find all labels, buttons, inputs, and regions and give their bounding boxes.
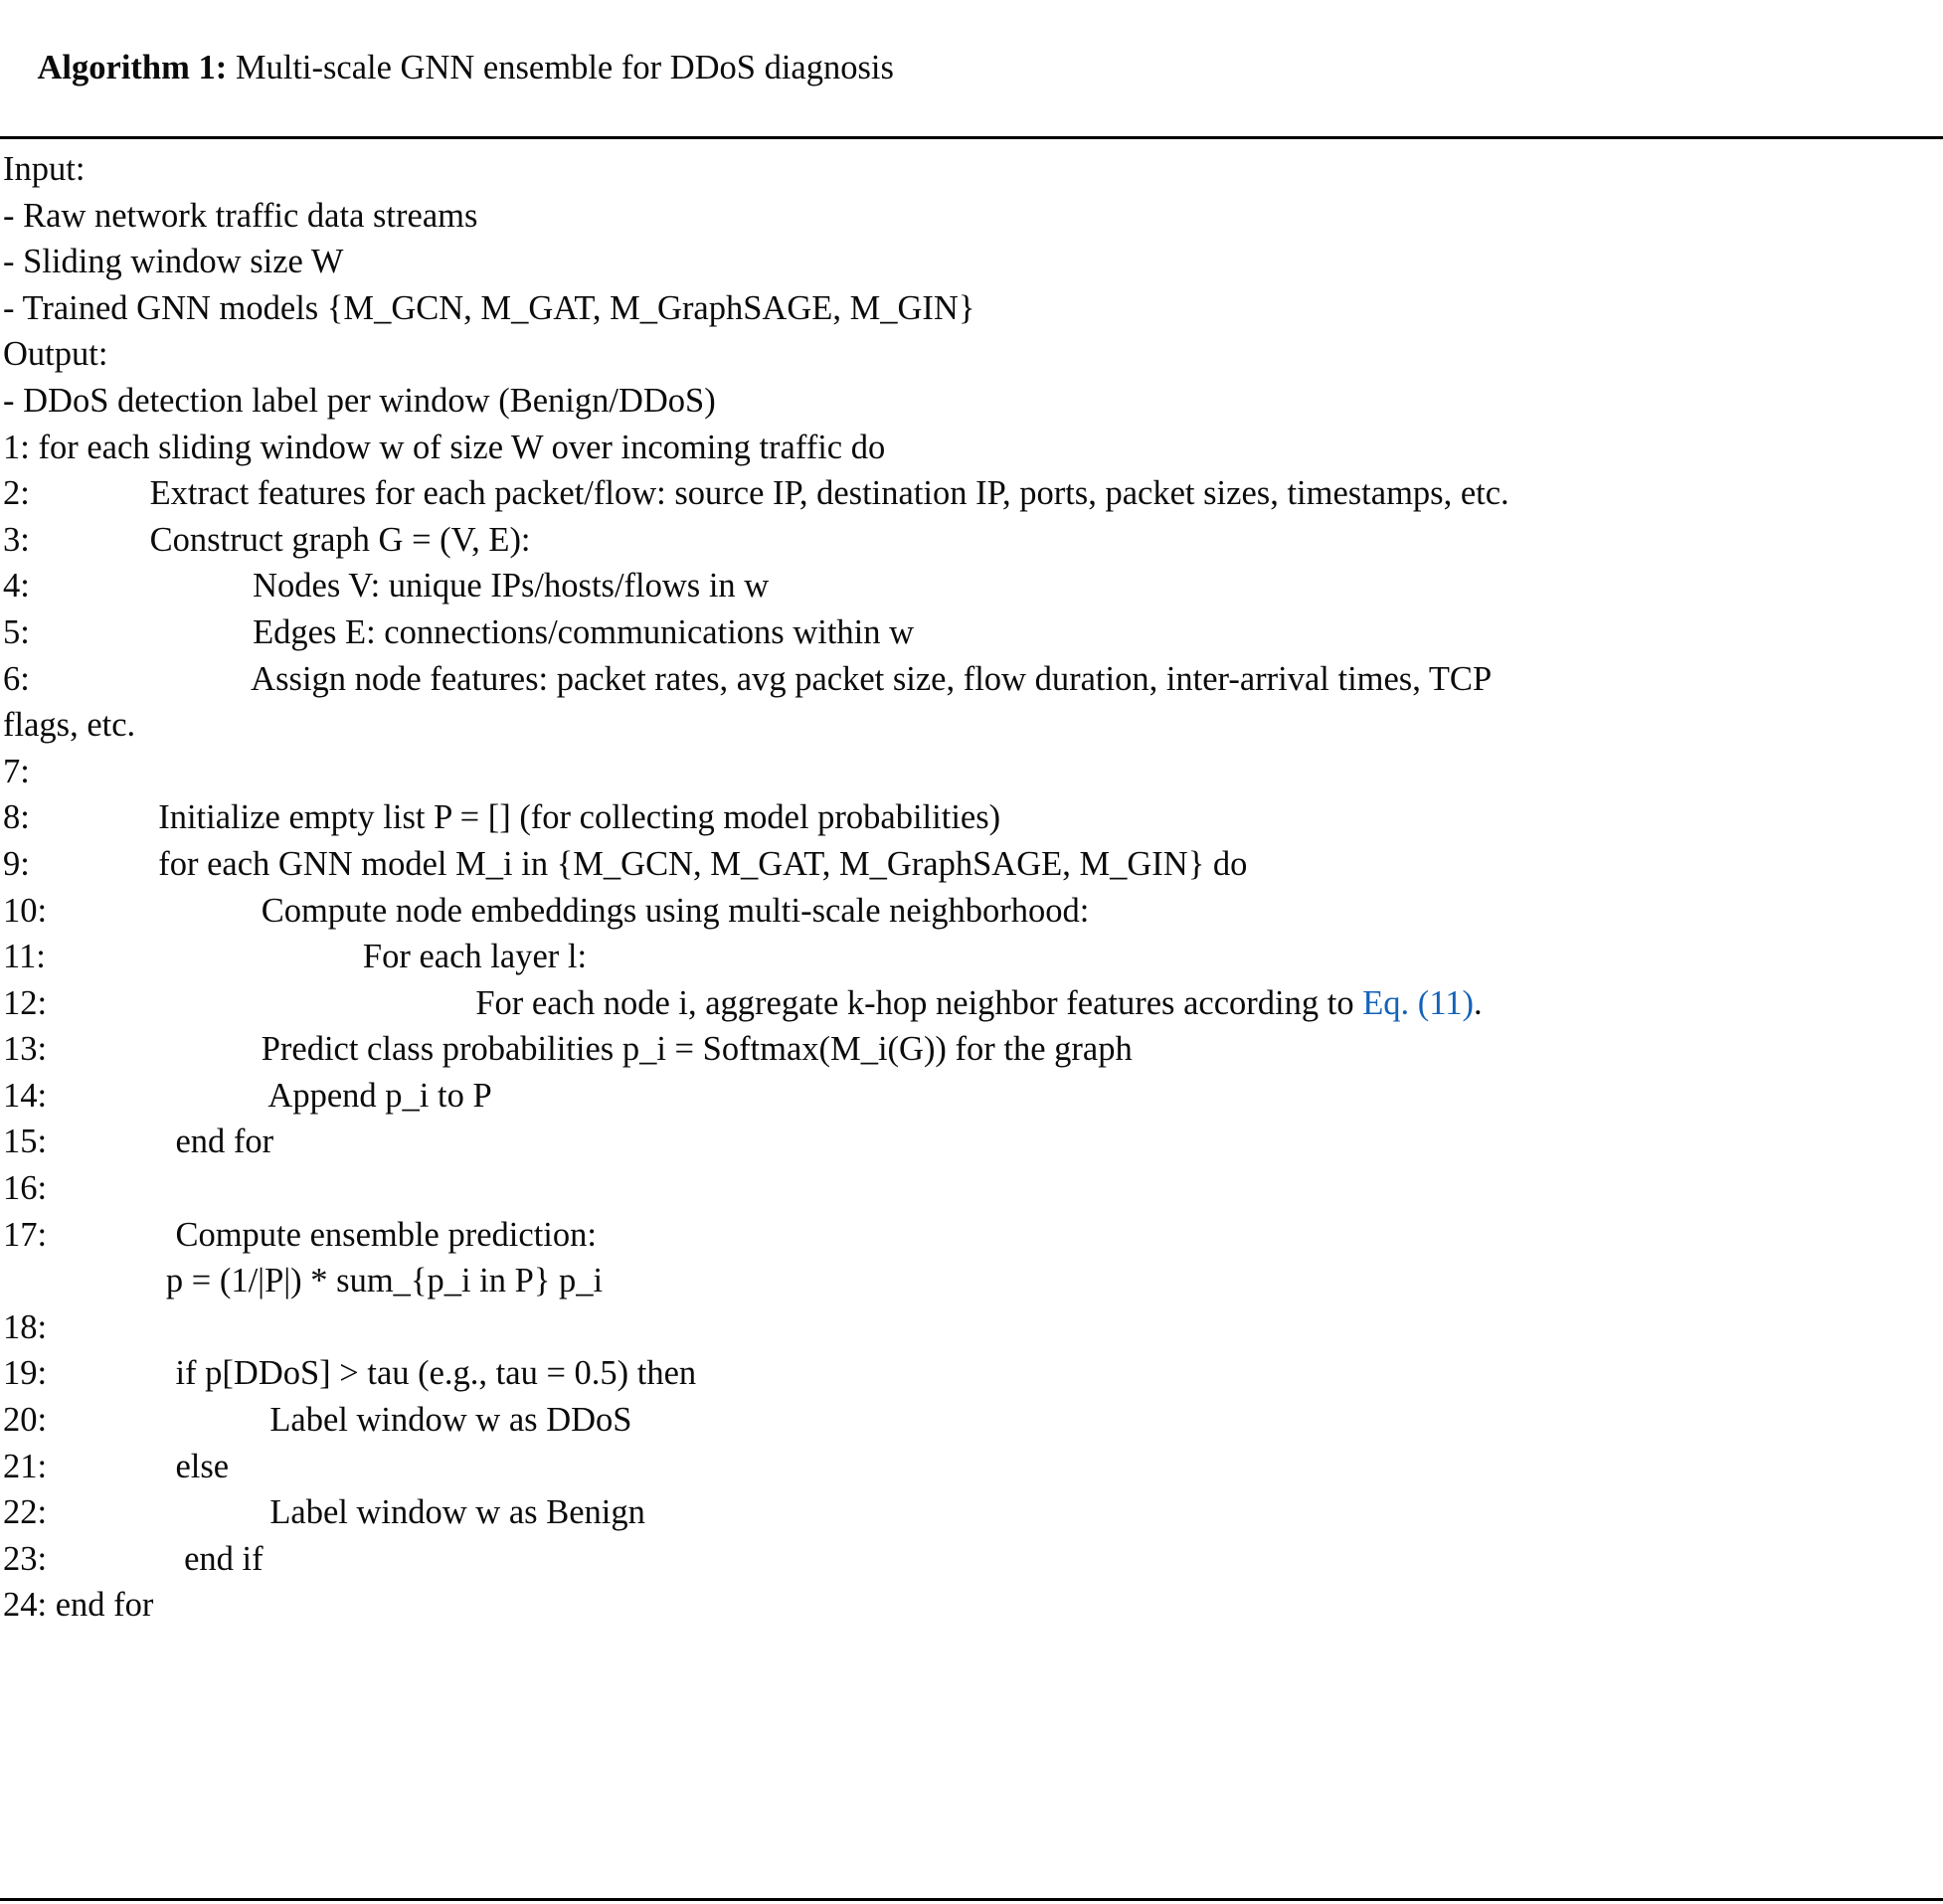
line-text: 6: Assign node features: packet rates, avg packet size, flow duration, inter-arrival times, TCP <box>3 659 1493 698</box>
algorithm-title-text: Multi-scale GNN ensemble for DDoS diagnosis <box>227 49 894 87</box>
line-text: 21: else <box>3 1447 230 1485</box>
line-text: 14: Append p_i to P <box>3 1076 492 1115</box>
line-text: - DDoS detection label per window (Benign/DDoS) <box>3 381 716 420</box>
algo-line-1 <box>3 425 1937 471</box>
line-text: 8: Initialize empty list P = [] (for collecting model probabilities) <box>3 798 1001 837</box>
line-text: p = (1/|P|) * sum_{p_i in P} p_i <box>3 1262 604 1300</box>
algo-line-18 <box>3 1304 1937 1351</box>
line-text: . <box>1473 983 1483 1022</box>
bottom-rule <box>0 1898 1943 1901</box>
algorithm-title-label: Algorithm 1: <box>37 49 228 87</box>
algo-line-22 <box>3 1489 1937 1536</box>
algo-line-2 <box>3 470 1937 517</box>
algo-line-6-continuation <box>3 702 1937 749</box>
line-text: flags, etc. <box>3 706 136 745</box>
line-text: - Raw network traffic data streams <box>3 196 478 235</box>
algo-line-12 <box>3 980 1937 1027</box>
algo-line-7 <box>3 749 1937 795</box>
algo-line-5 <box>3 609 1937 656</box>
algo-line-10 <box>3 888 1937 935</box>
algo-line-3 <box>3 517 1937 564</box>
algo-line-8 <box>3 794 1937 841</box>
algo-line-14 <box>3 1073 1937 1120</box>
line-text: 19: if p[DDoS] > tau (e.g., tau = 0.5) then <box>3 1354 697 1393</box>
line-text: 7: <box>3 752 30 790</box>
algo-line-output-header <box>3 331 1937 378</box>
algorithm-body <box>0 139 1943 1629</box>
line-text: 5: Edges E: connections/communications within w <box>3 612 915 651</box>
algorithm-title <box>0 0 1943 139</box>
algo-line-input-3 <box>3 285 1937 332</box>
line-text: 18: <box>3 1307 48 1346</box>
eq-11-link[interactable]: Eq. (11) <box>1362 983 1474 1022</box>
algo-line-17 <box>3 1212 1937 1259</box>
algo-line-input-1 <box>3 193 1937 240</box>
line-text: 2: Extract features for each packet/flow: source IP, destination IP, ports, packet sizes, timestamps, etc. <box>3 474 1509 513</box>
line-text: 17: Compute ensemble prediction: <box>3 1215 597 1254</box>
algo-line-4 <box>3 563 1937 609</box>
line-text: Input: <box>3 150 86 188</box>
line-text: - Trained GNN models {M_GCN, M_GAT, M_GraphSAGE, M_GIN} <box>3 288 975 327</box>
line-text: 24: end for <box>3 1586 154 1625</box>
algo-line-21 <box>3 1444 1937 1490</box>
line-text: 12: For each node i, aggregate k-hop neighbor features according to <box>3 983 1363 1022</box>
line-text: 16: <box>3 1169 48 1208</box>
algo-line-ensemble-formula <box>3 1258 1937 1304</box>
line-text: 11: For each layer l: <box>3 938 588 976</box>
algo-line-20 <box>3 1397 1937 1444</box>
algo-line-9 <box>3 841 1937 888</box>
algo-line-output-1 <box>3 378 1937 425</box>
algo-line-19 <box>3 1350 1937 1397</box>
algo-line-6 <box>3 656 1937 703</box>
line-text: 9: for each GNN model M_i in {M_GCN, M_GAT, M_GraphSAGE, M_GIN} do <box>3 844 1248 883</box>
line-text: 15: end for <box>3 1123 274 1161</box>
algo-line-input-header <box>3 146 1937 193</box>
line-text: 13: Predict class probabilities p_i = Softmax(M_i(G)) for the graph <box>3 1030 1133 1069</box>
line-text: 1: for each sliding window w of size W over incoming traffic do <box>3 428 886 466</box>
line-text: 23: end if <box>3 1539 264 1578</box>
line-text: - Sliding window size W <box>3 243 344 281</box>
line-text: 4: Nodes V: unique IPs/hosts/flows in w <box>3 567 770 606</box>
algo-line-11 <box>3 934 1937 980</box>
algo-line-input-2 <box>3 239 1937 285</box>
line-text: 20: Label window w as DDoS <box>3 1401 632 1440</box>
algo-line-13 <box>3 1026 1937 1073</box>
algo-line-23 <box>3 1536 1937 1583</box>
line-text: 22: Label window w as Benign <box>3 1493 645 1532</box>
algo-line-15 <box>3 1119 1937 1165</box>
algo-line-16 <box>3 1165 1937 1212</box>
line-text: 10: Compute node embeddings using multi-scale neighborhood: <box>3 891 1090 930</box>
algo-line-24 <box>3 1582 1937 1629</box>
line-text: 3: Construct graph G = (V, E): <box>3 520 531 559</box>
line-text: Output: <box>3 335 108 374</box>
